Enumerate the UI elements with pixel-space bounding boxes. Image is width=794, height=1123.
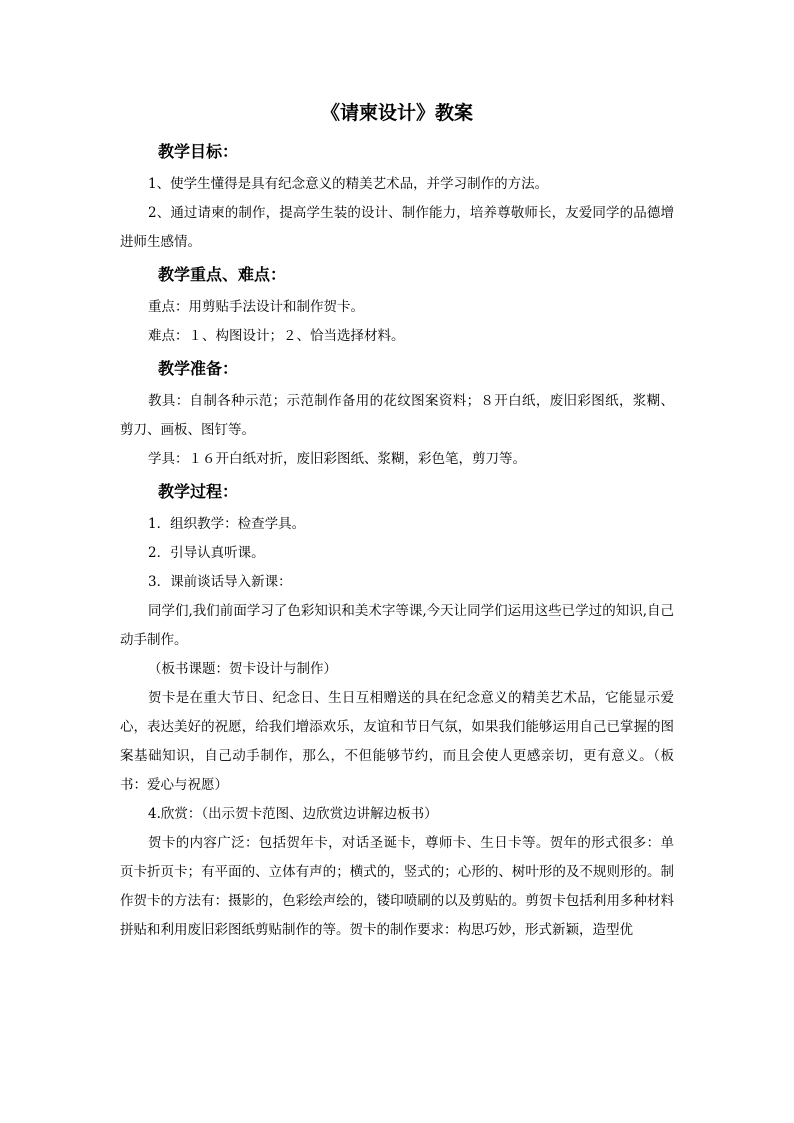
section-heading-preparation: 教学准备： [158,359,239,378]
document-page [120,100,674,945]
section-heading-key-points: 教学重点、难点： [158,265,287,284]
key-point-focus: 重点：用剪贴手法设计和制作贺卡。 [148,299,364,315]
section-heading-objectives: 教学目标： [158,142,239,161]
process-blackboard-title: （板书课题：贺卡设计与制作） [148,661,337,677]
objective-item-1: 1、使学生懂得是具有纪念意义的精美艺术品，并学习制作的方法。 [148,176,549,192]
process-step-4: 4.欣赏：（出示贺卡范图、边欣赏边讲解边板书） [148,806,438,822]
process-step-2: 2．引导认真听课。 [148,545,265,561]
preparation-teaching-aids: 教具：自制各种示范；示范制作备用的花纹图案资料；８开白纸，废旧彩图纸，浆糊、剪刀、画板、图钉等。 [120,393,674,438]
section-heading-process: 教学过程： [158,482,239,501]
preparation-student-tools: 学具：１６开白纸对折，废旧彩图纸、浆糊，彩色笔，剪刀等。 [148,451,526,467]
process-step-3: 3．课前谈话导入新课： [148,574,292,590]
process-card-content: 贺卡的内容广泛：包括贺年卡，对话圣诞卡，尊师卡、生日卡等。贺年的形式很多：单页卡折页卡；有平面的、立体有声的；横式的，竖式的；心形的、树叶形的及不规则形的。制作贺卡的方法有：摄影的，色彩绘声绘的，镂印喷刷的以及剪贴的。剪贺卡包括利用多种材料拼贴和利用废旧彩图纸剪贴制作的等。贺卡的制作要求：构思巧妙，形式新颖，造型优 [120,835,674,938]
process-step-1: 1．组织教学：检查学具。 [148,516,306,532]
document-title: 《请柬设计》教案 [320,102,473,124]
process-intro-paragraph: 同学们,我们前面学习了色彩知识和美术字等课,今天让同学们运用这些已学过的知识,自己动手制作。 [120,603,674,648]
process-card-description: 贺卡是在重大节日、纪念日、生日互相赠送的具在纪念意义的精美艺术品，它能显示爱心，表达美好的祝愿，给我们增添欢乐，友谊和节日气氛，如果我们能够运用自己已掌握的图案基础知识，自己动手制作，那么，不但能够节约，而且会使人更感亲切，更有意义。（板书：爱心与祝愿） [120,690,674,793]
key-point-difficulty: 难点：１、构图设计；２、恰当选择材料。 [148,328,405,344]
objective-item-2: 2、通过请柬的制作，提高学生装的设计、制作能力，培养尊敬师长，友爱同学的品德增进师生感情。 [120,205,674,250]
